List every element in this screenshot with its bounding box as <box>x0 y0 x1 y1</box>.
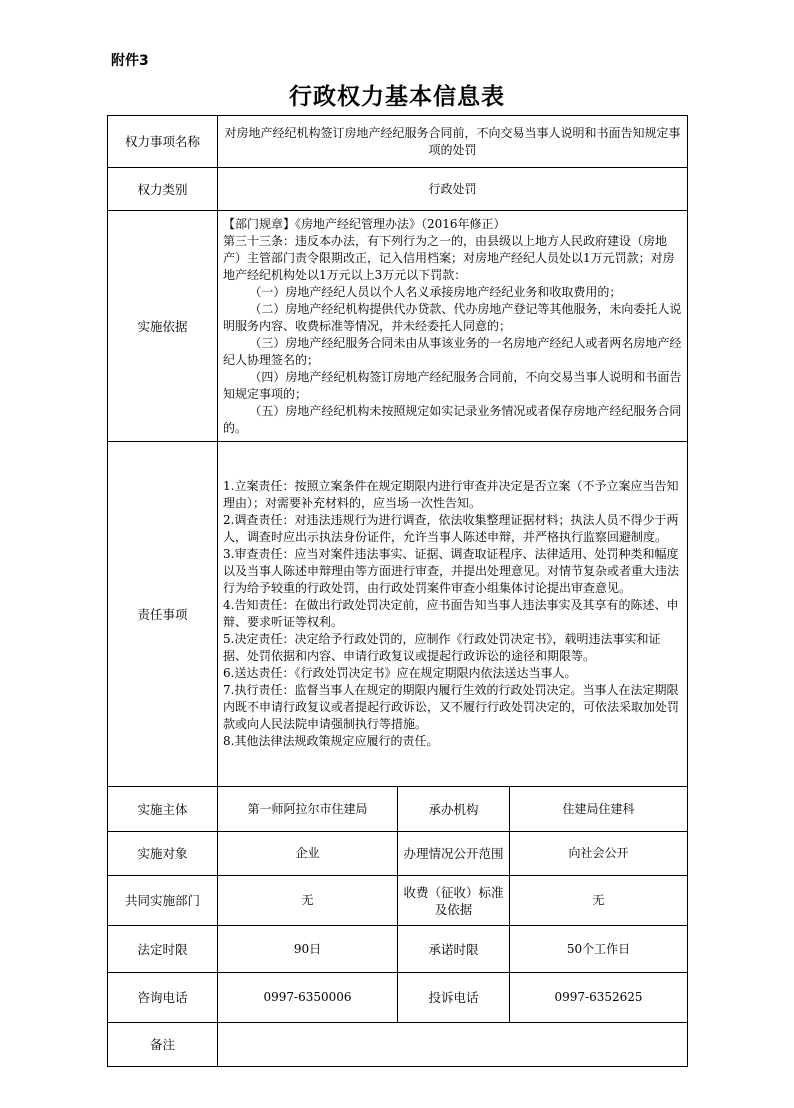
category-value: 行政处罚 <box>218 168 688 211</box>
row-name <box>108 116 688 168</box>
row-target <box>108 832 688 876</box>
page-title: 行政权力基本信息表 <box>289 83 505 110</box>
row-limit <box>108 926 688 973</box>
subject-value: 第一师阿拉尔市住建局 <box>218 787 398 832</box>
category-label: 权力类别 <box>108 168 218 211</box>
basis-line: （二）房地产经纪机构提供代办贷款、代办房地产登记等其他服务，未向委托人说明服务内容、收费标准等情况，并未经委托人同意的； <box>223 301 682 333</box>
basis-line: 第三十三条：违反本办法，有下列行为之一的，由县级以上地方人民政府建设（房地产）主管部门责令限期改正，记入信用档案；对房地产经纪人员处以1万元罚款；对房地产经纪机构处以1万元以上3万元以下罚款： <box>223 233 675 282</box>
fee-label: 收费（征收）标准及依据 <box>398 876 510 926</box>
disclosure-label: 办理情况公开范围 <box>398 832 510 876</box>
subject-label: 实施主体 <box>108 787 218 832</box>
legal-limit-label: 法定时限 <box>108 926 218 973</box>
duty-line: 5.决定责任：决定给予行政处罚的，应制作《行政处罚决定书》，载明违法事实和证据、处罚依据和内容、申请行政复议或提起行政诉讼的途径和期限等。 <box>223 632 661 663</box>
target-label: 实施对象 <box>108 832 218 876</box>
consult-phone-value: 0997-6350006 <box>218 973 398 1023</box>
duty-line: 3.审查责任：应当对案件违法事实、证据、调查取证程序、法律适用、处罚种类和幅度以及当事人陈述申辩理由等方面进行审查，并提出处理意见。对情节复杂或者重大违法行为给予较重的行政处罚，由行政处罚案件审查小组集体讨论提出审查意见。 <box>223 547 680 595</box>
row-subject <box>108 787 688 832</box>
row-phone <box>108 973 688 1023</box>
legal-limit-value: 90日 <box>218 926 398 973</box>
row-remark <box>108 1023 688 1067</box>
row-category <box>108 168 688 211</box>
complaint-phone-value: 0997-6352625 <box>510 973 688 1023</box>
name-label: 权力事项名称 <box>108 116 218 168</box>
remark-label: 备注 <box>108 1023 218 1067</box>
basis-line: （一）房地产经纪人员以个人名义承接房地产经纪业务和收取费用的； <box>249 284 622 299</box>
basis-label: 实施依据 <box>108 211 218 442</box>
duty-label: 责任事项 <box>108 442 218 787</box>
duty-line: 1.立案责任：按照立案条件在规定期限内进行审查并决定是否立案（不予立案应当告知理由）；对需要补充材料的，应当场一次性告知。 <box>223 479 679 510</box>
name-value: 对房地产经纪机构签订房地产经纪服务合同前，不向交易当事人说明和书面告知规定事项的处罚 <box>218 116 688 168</box>
basis-line: （三）房地产经纪服务合同未由从事该业务的一名房地产经纪人或者两名房地产经纪人协理签名的； <box>223 335 682 367</box>
handler-label: 承办机构 <box>398 787 510 832</box>
row-basis <box>108 211 688 442</box>
duty-line: 7.执行责任：监督当事人在规定的期限内履行生效的行政处罚决定。当事人在法定期限内既不申请行政复议或者提起行政诉讼，又不履行行政处罚决定的，可依法采取加处罚款或向人民法院申请强制执行等措施。 <box>223 683 680 731</box>
disclosure-value: 向社会公开 <box>510 832 688 876</box>
joint-label: 共同实施部门 <box>108 876 218 926</box>
fee-value: 无 <box>510 876 688 926</box>
consult-phone-label: 咨询电话 <box>108 973 218 1023</box>
duty-line: 4.告知责任：在做出行政处罚决定前，应书面告知当事人违法事实及其享有的陈述、申辩、要求听证等权利。 <box>223 598 679 629</box>
basis-line: 【部门规章】《房地产经纪管理办法》（2016年修正） <box>223 216 506 231</box>
remark-value <box>218 1023 688 1067</box>
row-duty <box>108 442 688 787</box>
basis-line: （四）房地产经纪机构签订房地产经纪服务合同前，不向交易当事人说明和书面告知规定事项的； <box>223 369 682 401</box>
joint-value: 无 <box>218 876 398 926</box>
basis-line: （五）房地产经纪机构未按照规定如实记录业务情况或者保存房地产经纪服务合同的。 <box>223 403 682 435</box>
duty-line: 8.其他法律法规政策规定应履行的责任。 <box>223 734 439 748</box>
handler-value: 住建局住建科 <box>510 787 688 832</box>
basis-content <box>218 211 688 442</box>
attachment-label: 附件3 <box>111 53 149 69</box>
row-joint <box>108 876 688 926</box>
duty-content <box>218 442 688 787</box>
promise-limit-value: 50个工作日 <box>510 926 688 973</box>
promise-limit-label: 承诺时限 <box>398 926 510 973</box>
target-value: 企业 <box>218 832 398 876</box>
complaint-phone-label: 投诉电话 <box>398 973 510 1023</box>
duty-line: 2.调查责任：对违法违规行为进行调查，依法收集整理证据材料；执法人员不得少于两人，调查时应出示执法身份证件，允许当事人陈述申辩，并严格执行监察回避制度。 <box>223 513 679 544</box>
duty-line: 6.送达责任：《行政处罚决定书》应在规定期限内依法送达当事人。 <box>223 666 577 680</box>
info-table <box>107 115 688 1067</box>
